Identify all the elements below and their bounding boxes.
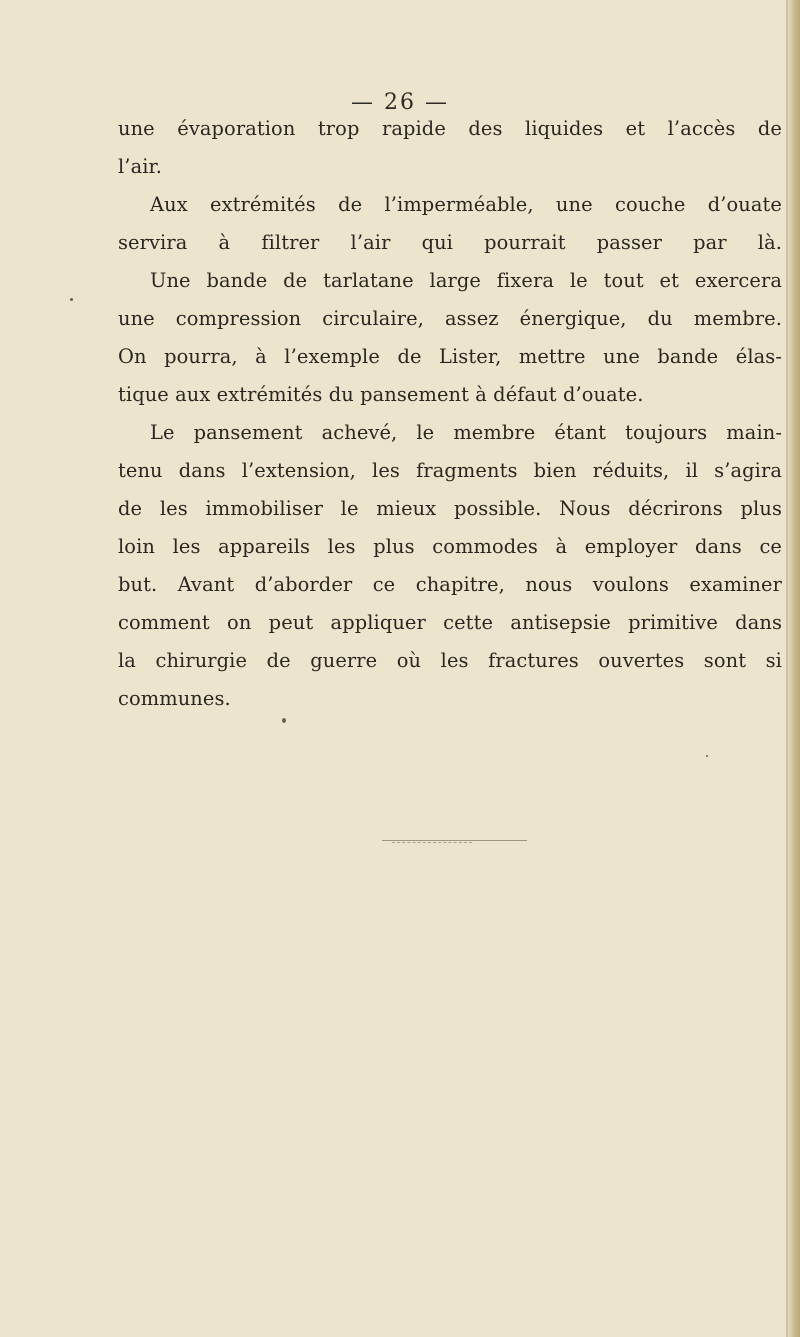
text-line: Aux extrémités de l’imperméable, une couche d’ouate <box>150 193 782 216</box>
text-line: de les immobiliser le mieux possible. Nous décrirons plus <box>118 497 782 520</box>
text-line: servira à filtrer l’air qui pourrait passer par là. <box>118 231 782 254</box>
ink-mark <box>382 840 527 841</box>
ink-speck <box>70 298 73 301</box>
text-line: comment on peut appliquer cette antisepsie primitive dans <box>118 611 782 634</box>
text-line: Le pansement achevé, le membre étant toujours main- <box>150 421 782 444</box>
text-line: une compression circulaire, assez énergique, du membre. <box>118 307 782 330</box>
text-line: communes. <box>118 687 231 710</box>
text-line: tique aux extrémités du pansement à défaut d’ouate. <box>118 383 644 406</box>
text-line: but. Avant d’aborder ce chapitre, nous voulons examiner <box>118 573 782 596</box>
text-line: tenu dans l’extension, les fragments bien réduits, il s’agira <box>118 459 782 482</box>
text-line: loin les appareils les plus commodes à employer dans ce <box>118 535 782 558</box>
text-line: la chirurgie de guerre où les fractures ouvertes sont si <box>118 649 782 672</box>
page-edge-shadow <box>786 0 788 1337</box>
text-line: On pourra, à l’exemple de Lister, mettre une bande élas- <box>118 345 782 368</box>
ink-speck <box>282 718 286 723</box>
ink-mark <box>392 842 472 843</box>
ink-speck <box>706 755 708 757</box>
text-line: l’air. <box>118 155 163 178</box>
body-text <box>118 110 782 718</box>
text-line: une évaporation trop rapide des liquides et l’accès de <box>118 117 782 140</box>
text-line: Une bande de tarlatane large fixera le tout et exercera <box>150 269 782 292</box>
page-number: — 26 — <box>351 90 449 115</box>
page-edge <box>786 0 800 1337</box>
